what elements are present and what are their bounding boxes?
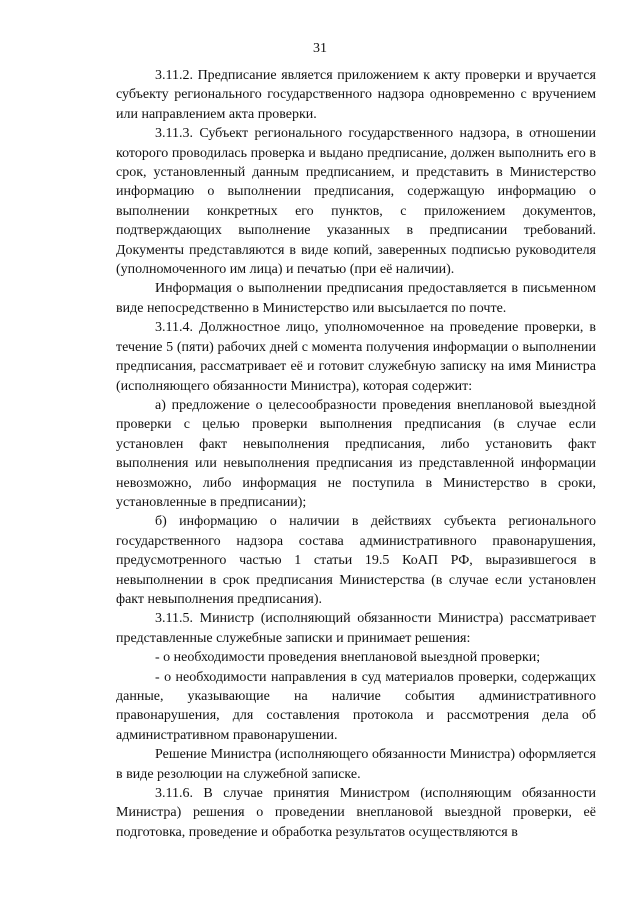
paragraph: 3.11.4. Должностное лицо, уполномоченное на проведение проверки, в течение 5 (пяти) рабочих дней с момента получения информации о выполнении предписания, рассматривает её и готовит служебную записку на имя Министра (исполняющего обязанности Министра), которая содержит:	[116, 320, 596, 394]
paragraph: - о необходимости проведения внеплановой выездной проверки;	[155, 650, 541, 666]
paragraph: а) предложение о целесообразности проведения внеплановой выездной проверки с целью проверки выполнения предписания (в случае если установлен факт невыполнения предписания, либо установить факт выполнения или невыполнения предписания из представленной информации невозможно, либо информация не поступила в Министерство в сроки, установленные в предписании);	[116, 397, 596, 510]
paragraph: б) информацию о наличии в действиях субъекта регионального государственного надзора состава административного правонарушения, предусмотренного частью 1 статьи 19.5 КоАП РФ, выразившегося в невыполнении в срок предписания Министерства (в случае если установлен факт невыполнения предписания).	[116, 514, 596, 607]
page-number: 31	[313, 41, 327, 56]
paragraph: 3.11.3. Субъект регионального государственного надзора, в отношении которого проводилась проверка и выдано предписание, должен выполнить его в срок, установленный данным предписанием, и представить в Министерство информацию о выполнении предписания, содержащую информацию о выполнении конкретных его пунктов, с приложением документов, подтверждающих выполнение указанных в предписании требований. Документы представляются в виде копий, заверенных подписью руководителя (уполномоченного им лица) и печатью (при её наличии).	[116, 126, 596, 278]
paragraph: - о необходимости направления в суд материалов проверки, содержащих данные, указывающие на наличие события административного правонарушения, для составления протокола и рассмотрения дела об административном правонарушении.	[116, 669, 596, 743]
paragraph: 3.11.5. Министр (исполняющий обязанности Министра) рассматривает представленные служебные записки и принимает решения:	[116, 611, 596, 646]
paragraph: Информация о выполнении предписания предоставляется в письменном виде непосредственно в Министерство или высылается по почте.	[116, 281, 596, 316]
document-body	[116, 66, 596, 842]
paragraph: 3.11.2. Предписание является приложением к акту проверки и вручается субъекту регионального государственного надзора одновременно с вручением или направлением акта проверки.	[116, 68, 596, 122]
paragraph: 3.11.6. В случае принятия Министром (исполняющим обязанности Министра) решения о проведении внеплановой выездной проверки, её подготовка, проведение и обработка результатов осуществляются в	[116, 786, 596, 840]
paragraph: Решение Министра (исполняющего обязанности Министра) оформляется в виде резолюции на служебной записке.	[116, 747, 596, 782]
